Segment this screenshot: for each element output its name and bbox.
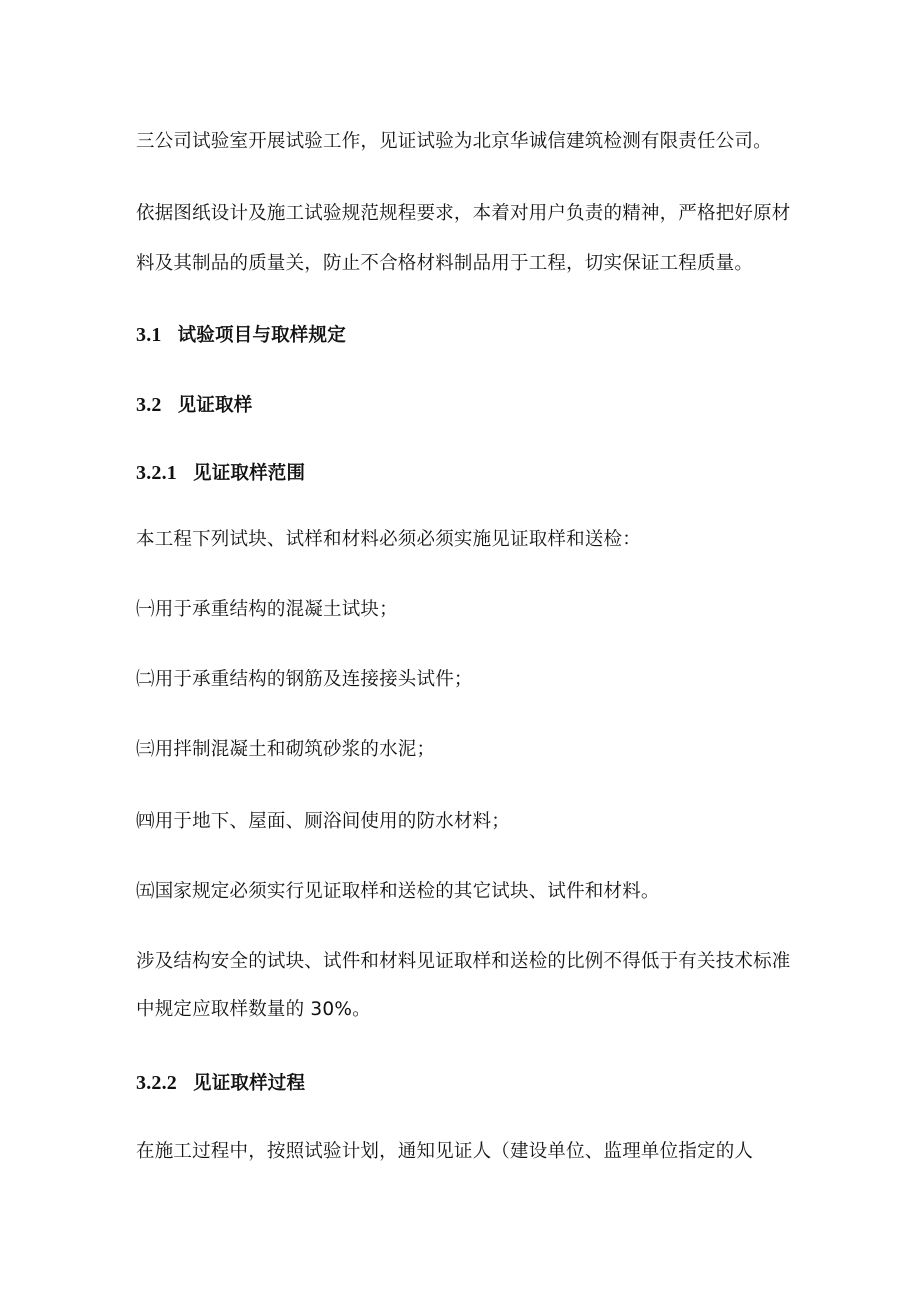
heading-3-2-number: 3.2 (136, 394, 162, 416)
paragraph-intro: 三公司试验室开展试验工作，见证试验为北京华诚信建筑检测有限责任公司。 (136, 131, 772, 152)
heading-3-2-2 (136, 1071, 305, 1096)
heading-3-2-text: 见证取样 (177, 395, 253, 416)
paragraph-process: 在施工过程中，按照试验计划，通知见证人（建设单位、监理单位指定的人 (136, 1141, 754, 1162)
heading-3-1-text: 试验项目与取样规定 (177, 325, 346, 346)
heading-3-1 (136, 323, 346, 348)
paragraph-scope: 本工程下列试块、试样和材料必须必须实施见证取样和送检： (136, 529, 641, 550)
paragraph-basis-line-1: 依据图纸设计及施工试验规范规程要求，本着对用户负责的精神，严格把好原材 (136, 203, 791, 224)
heading-3-1-number: 3.1 (136, 324, 162, 346)
list-item: ㈠用于承重结构的混凝土试块； (136, 599, 398, 620)
paragraph-ratio-line-1: 涉及结构安全的试块、试件和材料见证取样和送检的比例不得低于有关技术标准 (136, 951, 791, 972)
heading-3-2-1 (136, 461, 305, 486)
heading-3-2-1-text: 见证取样范围 (193, 463, 306, 484)
list-item: ㈤国家规定必须实行见证取样和送检的其它试块、试件和材料。 (136, 881, 660, 902)
heading-3-2 (136, 393, 252, 418)
paragraph-ratio-line-2: 中规定应取样数量的 30%。 (136, 999, 371, 1020)
heading-3-2-1-number: 3.2.1 (136, 462, 177, 484)
heading-3-2-2-number: 3.2.2 (136, 1072, 177, 1094)
heading-3-2-2-text: 见证取样过程 (193, 1073, 306, 1094)
list-item: ㈢用拌制混凝土和砌筑砂浆的水泥； (136, 739, 436, 760)
paragraph-basis-line-2: 料及其制品的质量关，防止不合格材料制品用于工程，切实保证工程质量。 (136, 253, 754, 274)
list-item: ㈡用于承重结构的钢筋及连接接头试件； (136, 669, 473, 690)
list-item: ㈣用于地下、屋面、厕浴间使用的防水材料； (136, 811, 511, 832)
